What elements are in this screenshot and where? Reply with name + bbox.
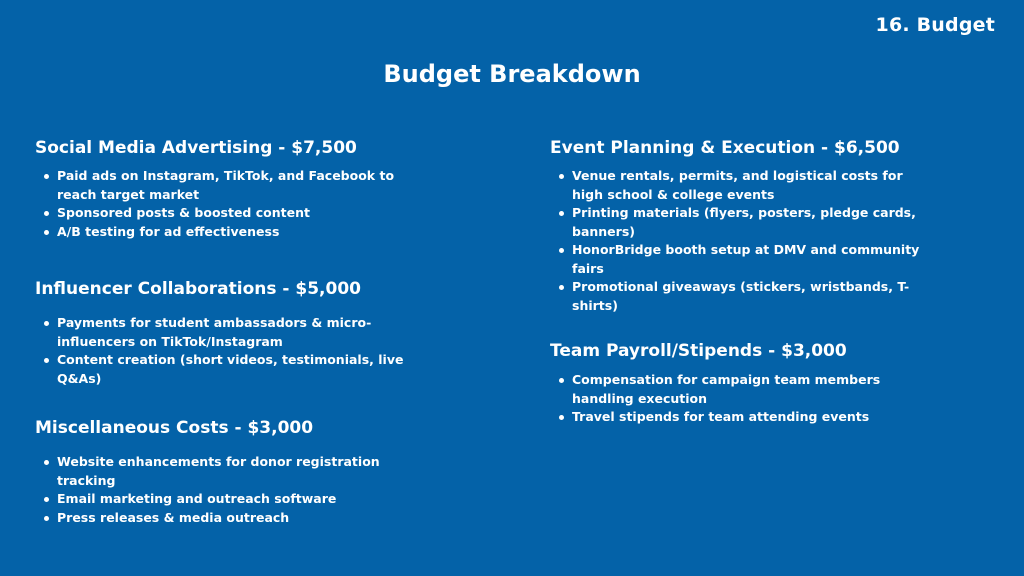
- section-social-media-advertising: [35, 137, 405, 241]
- list-item: Website enhancements for donor registration tracking: [35, 453, 405, 490]
- bullet-list: [35, 167, 405, 241]
- list-item: Promotional giveaways (stickers, wristbands, T-shirts): [550, 278, 920, 315]
- list-item: Printing materials (flyers, posters, pledge cards, banners): [550, 204, 920, 241]
- bullet-list: [550, 371, 920, 427]
- section-miscellaneous-costs: [35, 417, 405, 527]
- section-heading: Influencer Collaborations - $5,000: [35, 279, 362, 299]
- section-team-payroll-stipends: [550, 340, 920, 427]
- list-item: Paid ads on Instagram, TikTok, and Facebook to reach target market: [35, 167, 405, 204]
- bullet-list: [35, 453, 405, 527]
- section-heading: Social Media Advertising - $7,500: [35, 138, 357, 158]
- list-item: A/B testing for ad effectiveness: [35, 223, 405, 242]
- section-heading: Miscellaneous Costs - $3,000: [35, 418, 314, 438]
- section-heading: Event Planning & Execution - $6,500: [550, 138, 900, 158]
- list-item: Compensation for campaign team members handling execution: [550, 371, 920, 408]
- list-item: HonorBridge booth setup at DMV and community fairs: [550, 241, 920, 278]
- list-item: Email marketing and outreach software: [35, 490, 405, 509]
- bullet-list: [550, 167, 920, 315]
- section-influencer-collaborations: [35, 278, 405, 388]
- section-event-planning-execution: [550, 137, 920, 315]
- section-heading: Team Payroll/Stipends - $3,000: [550, 341, 847, 361]
- page-label: 16. Budget: [875, 14, 995, 36]
- list-item: Content creation (short videos, testimonials, live Q&As): [35, 351, 405, 388]
- list-item: Payments for student ambassadors & micro-influencers on TikTok/Instagram: [35, 314, 405, 351]
- bullet-list: [35, 314, 405, 388]
- list-item: Travel stipends for team attending events: [550, 408, 920, 427]
- list-item: Press releases & media outreach: [35, 509, 405, 528]
- list-item: Venue rentals, permits, and logistical costs for high school & college events: [550, 167, 920, 204]
- list-item: Sponsored posts & boosted content: [35, 204, 405, 223]
- page-title: Budget Breakdown: [383, 60, 641, 88]
